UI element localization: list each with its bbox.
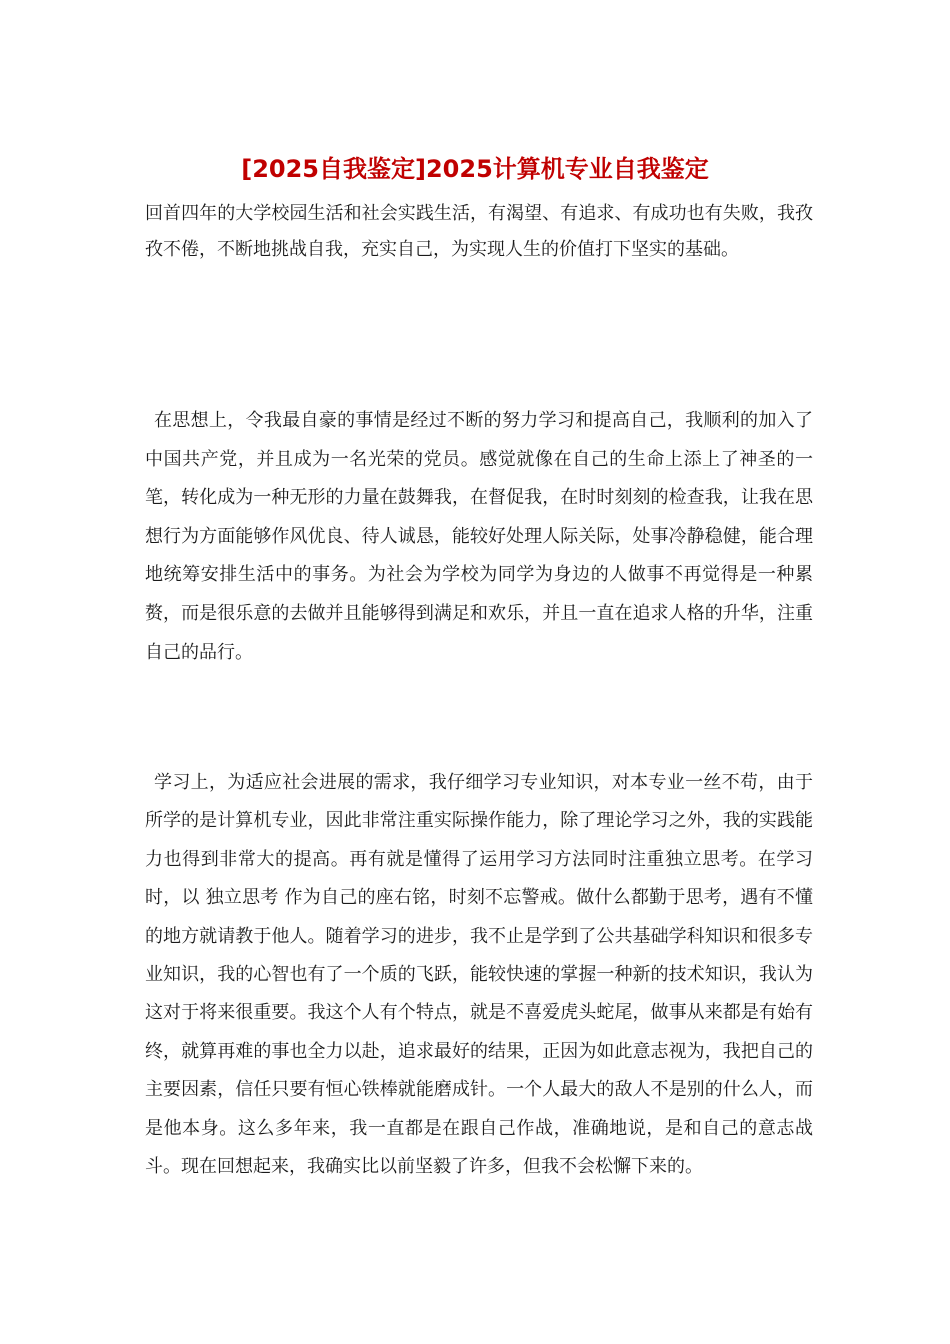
- paragraph-ideology: 在思想上，令我最自豪的事情是经过不断的努力学习和提高自己，我顺利的加入了中国共产党，并且成为一名光荣的党员。感觉就像在自己的生命上添上了神圣的一笔，转化成为一种无形的力量在鼓舞我，在督促我，在时时刻刻的检查我，让我在思想行为方面能够作风优良、待人诚恳，能较好处理人际关际，处事冷静稳健，能合理地统筹安排生活中的事务。为社会为学校为同学为身边的人做事不再觉得是一种累赘，而是很乐意的去做并且能够得到满足和欢乐，并且一直在追求人格的升华，注重自己的品行。: [145, 410, 813, 663]
- paragraph-intro: 回首四年的大学校园生活和社会实践生活，有渴望、有追求、有成功也有失败，我孜孜不倦，不断地挑战自我，充实自己，为实现人生的价值打下坚实的基础。: [145, 203, 813, 260]
- paragraph-study: 学习上，为适应社会进展的需求，我仔细学习专业知识，对本专业一丝不苟，由于所学的是计算机专业，因此非常注重实际操作能力，除了理论学习之外，我的实践能力也得到非常大的提高。再有就是懂得了运用学习方法同时注重独立思考。在学习时，以 独立思考 作为自己的座右铭，时刻不忘警戒。做什么都勤于思考，遇有不懂的地方就请教于他人。随着学习的进步，我不止是学到了公共基础学科知识和很多专业知识，我的心智也有了一个质的飞跃，能较快速的掌握一种新的技术知识，我认为这对于将来很重要。我这个人有个特点，就是不喜爱虎头蛇尾，做事从来都是有始有终，就算再难的事也全力以赴，追求最好的结果，正因为如此意志视为，我把自己的主要因素，信任只要有恒心铁棒就能磨成针。一个人最大的敌人不是别的什么人，而是他本身。这么多年来，我一直都是在跟自己作战，准确地说，是和自己的意志战斗。现在回想起来，我确实比以前坚毅了许多，但我不会松懈下来的。: [145, 772, 813, 1178]
- document-title: [2025自我鉴定]2025计算机专业自我鉴定: [241, 155, 709, 183]
